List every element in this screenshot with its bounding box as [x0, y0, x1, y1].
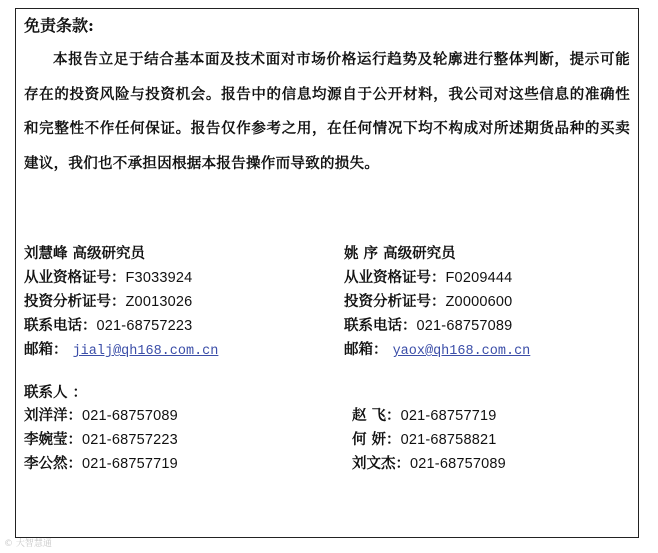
- qualification-number: F3033924: [125, 270, 193, 286]
- disclaimer-box: [15, 8, 639, 538]
- contact-row: [24, 404, 178, 428]
- watermark-text: © 大智慧通: [4, 539, 52, 549]
- investment-cert-row: [24, 290, 218, 314]
- contact-row: [352, 452, 506, 476]
- contact-name: 刘文杰：: [352, 455, 410, 472]
- email-label: 邮箱：: [344, 341, 388, 358]
- email-row: [344, 338, 530, 364]
- investment-cert-row: [344, 290, 530, 314]
- email-link[interactable]: yaox@qh168.com.cn: [392, 344, 531, 359]
- contact-name: 李婉莹：: [24, 431, 82, 448]
- contact-name: 刘洋洋：: [24, 407, 82, 424]
- qualification-label: 从业资格证号：: [344, 269, 446, 286]
- contact-phone: 021-68757223: [82, 432, 178, 448]
- investment-cert-label: 投资分析证号：: [344, 293, 446, 310]
- phone-label: 联系电话：: [24, 317, 97, 334]
- email-label: 邮箱：: [24, 341, 68, 358]
- contacts-heading: 联系人 ：: [24, 384, 88, 401]
- contact-phone: 021-68757089: [410, 456, 506, 472]
- qualification-label: 从业资格证号：: [24, 269, 126, 286]
- qualification-number: F0209444: [445, 270, 513, 286]
- qualification-row: [24, 266, 218, 290]
- phone-row: [344, 314, 530, 338]
- analyst-name-title: 刘慧峰 高级研究员: [24, 245, 146, 262]
- contact-name: 何 妍：: [352, 431, 401, 448]
- contact-phone: 021-68757719: [400, 408, 497, 424]
- email-row: [24, 338, 218, 364]
- phone-number: 021-68757089: [416, 318, 513, 334]
- investment-cert-number: Z0013026: [125, 294, 193, 310]
- contact-phone: 021-68757719: [82, 456, 178, 472]
- contacts-left: [24, 381, 178, 476]
- analyst-name-title: 姚 序 高级研究员: [344, 245, 456, 262]
- contact-row: [24, 452, 178, 476]
- contact-name: 赵 飞：: [352, 407, 401, 424]
- analyst-card-1: [24, 242, 218, 364]
- disclaimer-title: 免责条款:: [24, 16, 94, 35]
- contact-row: [24, 428, 178, 452]
- contact-row: [352, 428, 506, 452]
- qualification-row: [344, 266, 530, 290]
- contacts-right: [352, 404, 506, 476]
- investment-cert-number: Z0000600: [445, 294, 513, 310]
- contact-phone: 021-68757089: [82, 408, 178, 424]
- analyst-card-2: [344, 242, 530, 364]
- disclaimer-text: 本报告立足于结合基本面及技术面对市场价格运行趋势及轮廓进行整体判断，提示可能存在的投资风险与投资机会。报告中的信息均源自于公开材料，我公司对这些信息的准确性和完整性不作任何保证。报告仅作参考之用，在任何情况下均不构成对所述期货品种的买卖建议，我们也不承担因根据本报告操作而导致的损失。: [24, 51, 630, 172]
- contact-phone: 021-68758821: [400, 432, 497, 448]
- email-link[interactable]: jialj@qh168.com.cn: [72, 344, 219, 359]
- phone-label: 联系电话：: [344, 317, 417, 334]
- investment-cert-label: 投资分析证号：: [24, 293, 126, 310]
- contact-row: [352, 404, 506, 428]
- contact-name: 李公然：: [24, 455, 82, 472]
- phone-row: [24, 314, 218, 338]
- phone-number: 021-68757223: [96, 318, 193, 334]
